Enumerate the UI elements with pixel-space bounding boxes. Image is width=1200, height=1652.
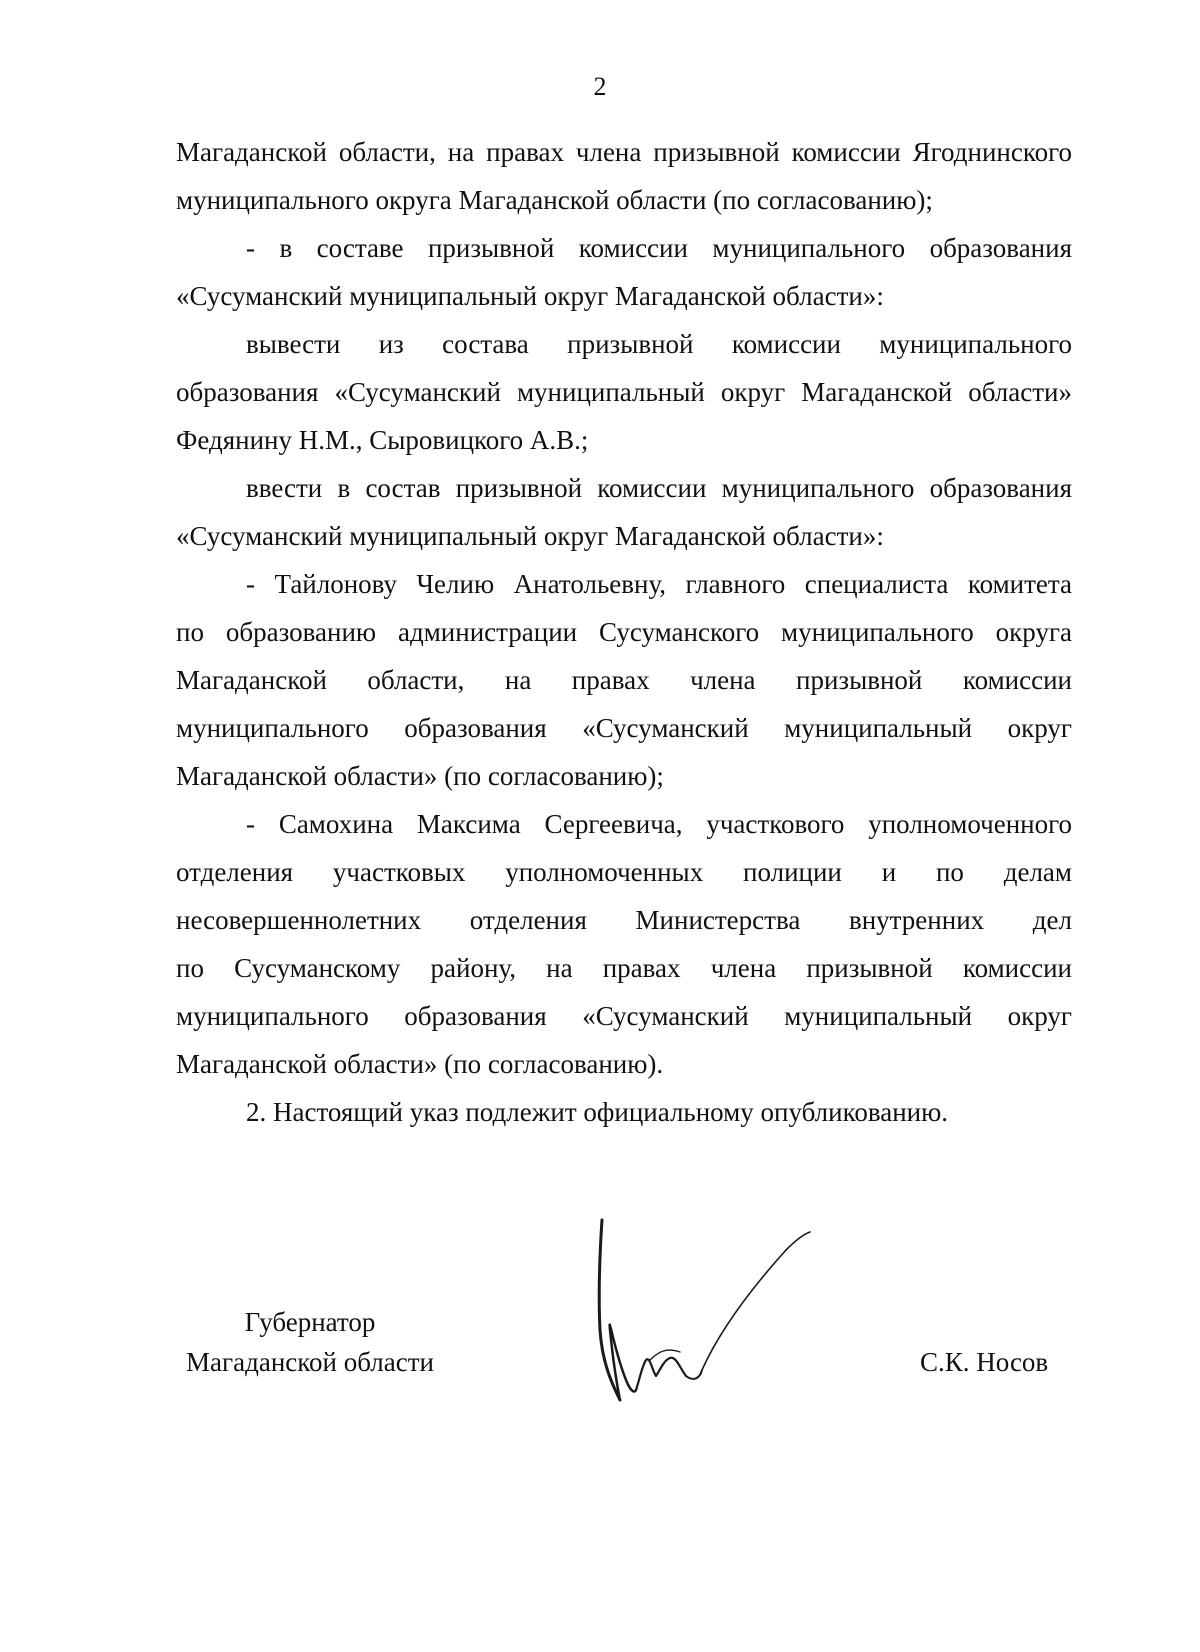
text-line: по Сусуманскому району, на правах члена призывной комиссии [176,953,1072,983]
text-line: - Тайлонову Челию Анатольевну, главного специалиста комитета [246,569,1072,599]
text-line: вывести из состава призывной комиссии муниципального [246,329,1072,359]
document-body [176,128,1072,1136]
signature-block [0,1210,1200,1450]
text-line: муниципального образования «Сусуманский муниципальный округ [176,713,1072,743]
page-number: 2 [593,72,607,101]
text-line: образования «Сусуманский муниципальный округ Магаданской области» [176,377,1072,407]
text-line: Магаданской области» (по согласованию); [176,761,664,791]
text-line: по образованию администрации Сусуманского муниципального округа [176,617,1072,647]
text-line: муниципального округа Магаданской области (по согласованию); [176,185,933,215]
text-line: - Самохина Максима Сергеевича, участкового уполномоченного [246,809,1072,839]
signatory-name: С.К. Носов [920,1347,1049,1377]
text-line: «Сусуманский муниципальный округ Магаданской области»: [176,281,884,311]
text-line: Федянину Н.М., Сыровицкого А.В.; [176,425,589,455]
text-line: 2. Настоящий указ подлежит официальному опубликованию. [246,1097,949,1127]
text-line: «Сусуманский муниципальный округ Магаданской области»: [176,521,884,551]
text-line: несовершеннолетних отделения Министерства внутренних дел [176,905,1072,935]
text-line: Магаданской области, на правах члена призывной комиссии [176,665,1072,695]
text-line: Магаданской области, на правах члена призывной комиссии Ягоднинского [176,137,1072,167]
text-line: ввести в состав призывной комиссии муниципального образования [246,473,1072,503]
signatory-region: Магаданской области [186,1347,434,1377]
text-line: отделения участковых уполномоченных полиции и по делам [176,857,1072,887]
signatory-title: Губернатор [244,1307,376,1337]
text-line: муниципального образования «Сусуманский муниципальный округ [176,1001,1072,1031]
signatory-position [170,1302,450,1382]
handwritten-signature [590,1210,850,1430]
text-line: - в составе призывной комиссии муниципального образования [246,233,1072,263]
text-line: Магаданской области» (по согласованию). [176,1049,664,1079]
